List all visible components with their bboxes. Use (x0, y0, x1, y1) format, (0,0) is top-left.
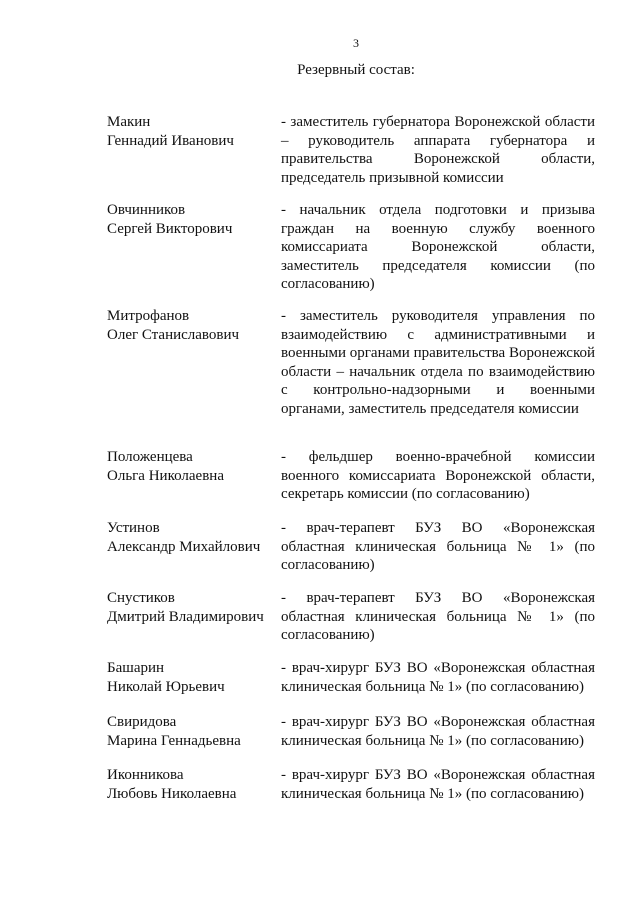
member-given-names: Дмитрий Владимирович (107, 608, 264, 625)
member-role: - заместитель руководителя управления по взаимодействию с административными и военными органами правительства Воронежской области – начальник отдела по взаимодействию с контрольно-надзорными и военными органами, заместитель председателя комиссии (281, 308, 595, 417)
member-given-names: Олег Станиславович (107, 326, 240, 343)
member-name (107, 589, 277, 626)
member-name (107, 448, 277, 485)
member-role: - заместитель губернатора Воронежской области – руководитель аппарата губернатора и правительства Воронежской области, председатель призывной комиссии (281, 114, 595, 186)
member-role: - фельдшер военно-врачебной комиссии военного комиссариата Воронежской области, секретарь комиссии (по согласованию) (281, 449, 595, 502)
member-name (107, 766, 277, 803)
member-role: - врач-хирург БУЗ ВО «Воронежская областная клиническая больница № 1» (по согласованию) (281, 767, 595, 802)
member-name (107, 307, 277, 344)
member-surname: Устинов (107, 520, 160, 536)
member-surname: Макин (107, 114, 151, 130)
member-name (107, 201, 277, 238)
member-role: - врач-терапевт БУЗ ВО «Воронежская областная клиническая больница № 1» (по согласованию) (281, 520, 595, 573)
member-name (107, 659, 277, 696)
page-number: 3 (353, 36, 359, 50)
member-name (107, 519, 277, 556)
member-given-names: Любовь Николаевна (107, 785, 237, 802)
member-role: - врач-хирург БУЗ ВО «Воронежская областная клиническая больница № 1» (по согласованию) (281, 660, 595, 695)
member-surname: Положенцева (107, 449, 193, 465)
member-name (107, 713, 277, 750)
member-name (107, 113, 277, 150)
section-title: Резервный состав: (297, 62, 415, 78)
member-given-names: Николай Юрьевич (107, 678, 225, 695)
member-role: - врач-хирург БУЗ ВО «Воронежская областная клиническая больница № 1» (по согласованию) (281, 714, 595, 749)
member-given-names: Александр Михайлович (107, 538, 261, 555)
member-surname: Свиридова (107, 714, 177, 730)
member-given-names: Геннадий Иванович (107, 132, 234, 149)
member-role: - врач-терапевт БУЗ ВО «Воронежская областная клиническая больница № 1» (по согласованию) (281, 590, 595, 643)
member-given-names: Сергей Викторович (107, 220, 233, 237)
member-given-names: Марина Геннадьевна (107, 732, 241, 749)
member-role: - начальник отдела подготовки и призыва граждан на военную службу военного комиссариата Воронежской области, заместитель председателя комиссии (по согласованию) (281, 202, 595, 292)
member-surname: Митрофанов (107, 308, 190, 324)
member-surname: Овчинников (107, 202, 186, 218)
member-surname: Башарин (107, 660, 165, 676)
member-surname: Снустиков (107, 590, 175, 606)
member-given-names: Ольга Николаевна (107, 467, 224, 484)
member-surname: Иконникова (107, 767, 184, 783)
